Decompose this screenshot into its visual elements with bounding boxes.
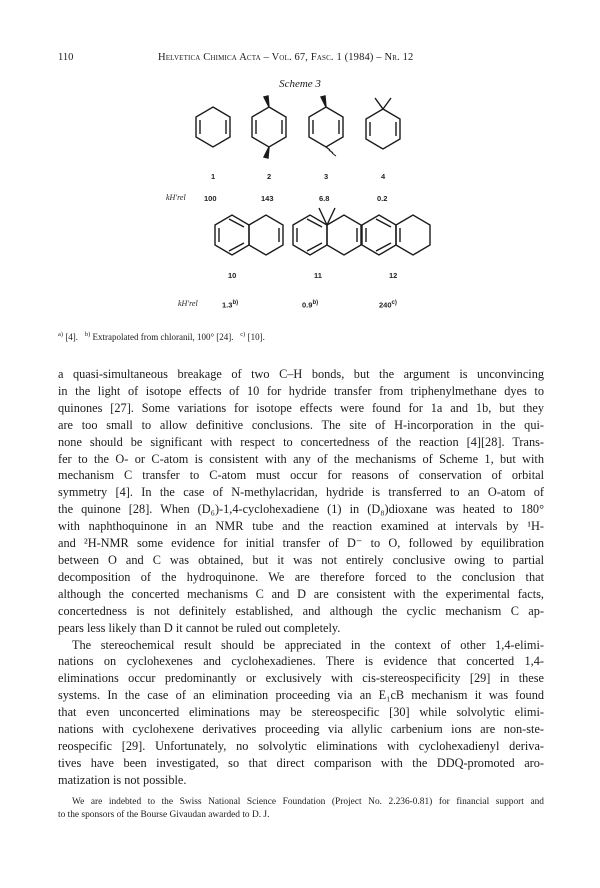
- text-line: pears less likely than D it cannot be ruled out completely.: [58, 620, 341, 635]
- compound-label-2: 2: [267, 172, 272, 181]
- footnote-c-mark: c): [240, 331, 246, 338]
- structure-12-bicyclic-diene: [362, 215, 430, 255]
- page-header: [58, 52, 544, 68]
- footnote-b-text: Extrapolated from chloranil, 100° [24].: [92, 332, 234, 342]
- text-line: with naphthoquinone in an NMR tube and the reaction examined at intervals by ¹H-: [58, 519, 544, 534]
- ack-line: to the sponsors of the Bourse Givaudan awarded to D. J.: [58, 810, 270, 820]
- text-line: that even unconcerted eliminations may be stereospecific [30] while solvolytic elimi-: [58, 705, 544, 720]
- page-number: 110: [58, 52, 74, 63]
- note-mark-11: b): [312, 300, 319, 306]
- text-line: a quasi-simultaneous breakage of two C–H bonds, but the argument is unconvincing: [58, 367, 544, 381]
- text-line: in the light of isotope effects of 10 for hydride transfer from triphenylmethane dyes to: [58, 383, 544, 398]
- text-line: The stereochemical result should be appreciated in the context of other 1,4-elimi-: [72, 637, 544, 652]
- text-line: eliminations occur predominantly or exclusively with cis-stereospecificity [29] in these: [58, 671, 544, 686]
- acknowledgement: [58, 796, 544, 822]
- text-line: and ²H-NMR some evidence for initial transfer of D⁻ to O, followed by equilibration: [58, 536, 544, 551]
- text-line: reospecific [29]. Unfortunately, no solvolytic eliminations with cyclohexadienyl deriva-: [58, 738, 544, 753]
- compound-label-11: 11: [314, 271, 322, 280]
- footnote-c-text: [10].: [247, 332, 265, 342]
- structure-10-bicyclic-diene: [215, 215, 283, 255]
- structure-3-dimethyl-cyclohexadiene: [309, 96, 343, 156]
- body-text: [58, 366, 544, 789]
- rate-value-10: 1.3$^{b)}$: [222, 300, 239, 310]
- rate-symbol-row1: kH′rel: [166, 193, 186, 202]
- text-line: although the concerted mechanisms C and D are consistent with the experimental facts,: [58, 586, 544, 601]
- journal-title: Helvetica Chimica Acta – Vol. 67, Fasc. 1 (1984) – Nr. 12: [158, 52, 414, 63]
- structure-4-gem-dimethyl-cyclohexadiene: [366, 98, 400, 149]
- footnote-b-mark: b): [84, 331, 91, 338]
- structure-1-cyclohexadiene: [196, 107, 230, 147]
- note-mark-12: c): [391, 300, 397, 306]
- text-line: are too small to allow definitive conclusions. The site of H-incorporation in the qui-: [58, 417, 544, 432]
- ack-line: We are indebted to the Swiss National Science Foundation (Project No. 2.236-0.81) for financial support and: [72, 797, 544, 807]
- compound-label-4: 4: [381, 172, 386, 181]
- footnote-a-mark: a): [58, 331, 64, 338]
- structure-11-gem-dimethyl-bicyclic: [293, 208, 361, 255]
- text-line: systems. In the case of an elimination proceeding via an E₁cB mechanism it was found: [58, 688, 544, 703]
- text-line: symmetry [4]. In the case of N-methylacridan, hydride is transferred to an O-atom of: [58, 485, 544, 500]
- rate-value-4: 0.2: [377, 194, 388, 203]
- footnote-a-text: [4].: [65, 332, 79, 342]
- rate-value-3: 6.8: [319, 194, 330, 203]
- compound-label-12: 12: [389, 271, 398, 280]
- rate-value-2: 143: [261, 194, 274, 203]
- text-line: tives have been investigated, so that direct comparison with the DDQ-promoted aro-: [58, 755, 544, 770]
- text-line: fer to the O- or C-atom is consistent with any of the mechanisms of Scheme 1, but with: [58, 451, 544, 466]
- text-line: nations on cyclohexenes and cyclohexadienes. There is evidence that concerted 1,4-: [58, 654, 544, 669]
- paragraph-1: [58, 366, 544, 637]
- note-mark-10: b): [232, 300, 239, 306]
- compound-label-1: 1: [211, 172, 216, 181]
- text-line: quinones [27]. Some variations for isotope effects were found for 1a and 1b, but they: [58, 400, 544, 415]
- compound-label-3: 3: [324, 172, 329, 181]
- scheme-footnotes: [58, 331, 265, 342]
- rate-value-1: 100: [204, 194, 217, 203]
- structure-2-dimethyl-cyclohexadiene: [252, 96, 286, 158]
- text-line: none should be significant with respect to concertedness of the reaction [4][28]. Trans-: [58, 434, 544, 449]
- rate-value-11: 0.9$^{b)}$: [302, 300, 319, 310]
- paragraph-2: [58, 637, 544, 789]
- text-line: between O and C was obtained, but it was not entirely conclusive owing to partial: [58, 552, 544, 567]
- scheme-3-structures: [0, 95, 600, 325]
- text-line: mechanism C transfer to C-atom must occur for reasons of conservation of orbital: [58, 468, 544, 483]
- text-line: matization is not possible.: [58, 772, 187, 787]
- text-line: concertedness is not definitely established, and although the cyclic mechanism C ap-: [58, 603, 544, 618]
- text-line: nations with cyclohexene derivatives proceeding via allylic carbenium ions are non-ste-: [58, 722, 544, 737]
- compound-label-10: 10: [228, 271, 237, 280]
- rate-value-12: 240$^{c)}$: [379, 300, 397, 310]
- text-line: the quinone [28]. When (D₆)-1,4-cyclohexadiene (1) in (D₈)dioxane was heated to 180°: [58, 502, 544, 517]
- rate-symbol-row2: kH′rel: [178, 299, 198, 308]
- scheme-title: Scheme 3: [279, 78, 321, 90]
- text-line: decomposition of the hydroquinone. We are therefore forced to the conclusion that: [58, 569, 544, 584]
